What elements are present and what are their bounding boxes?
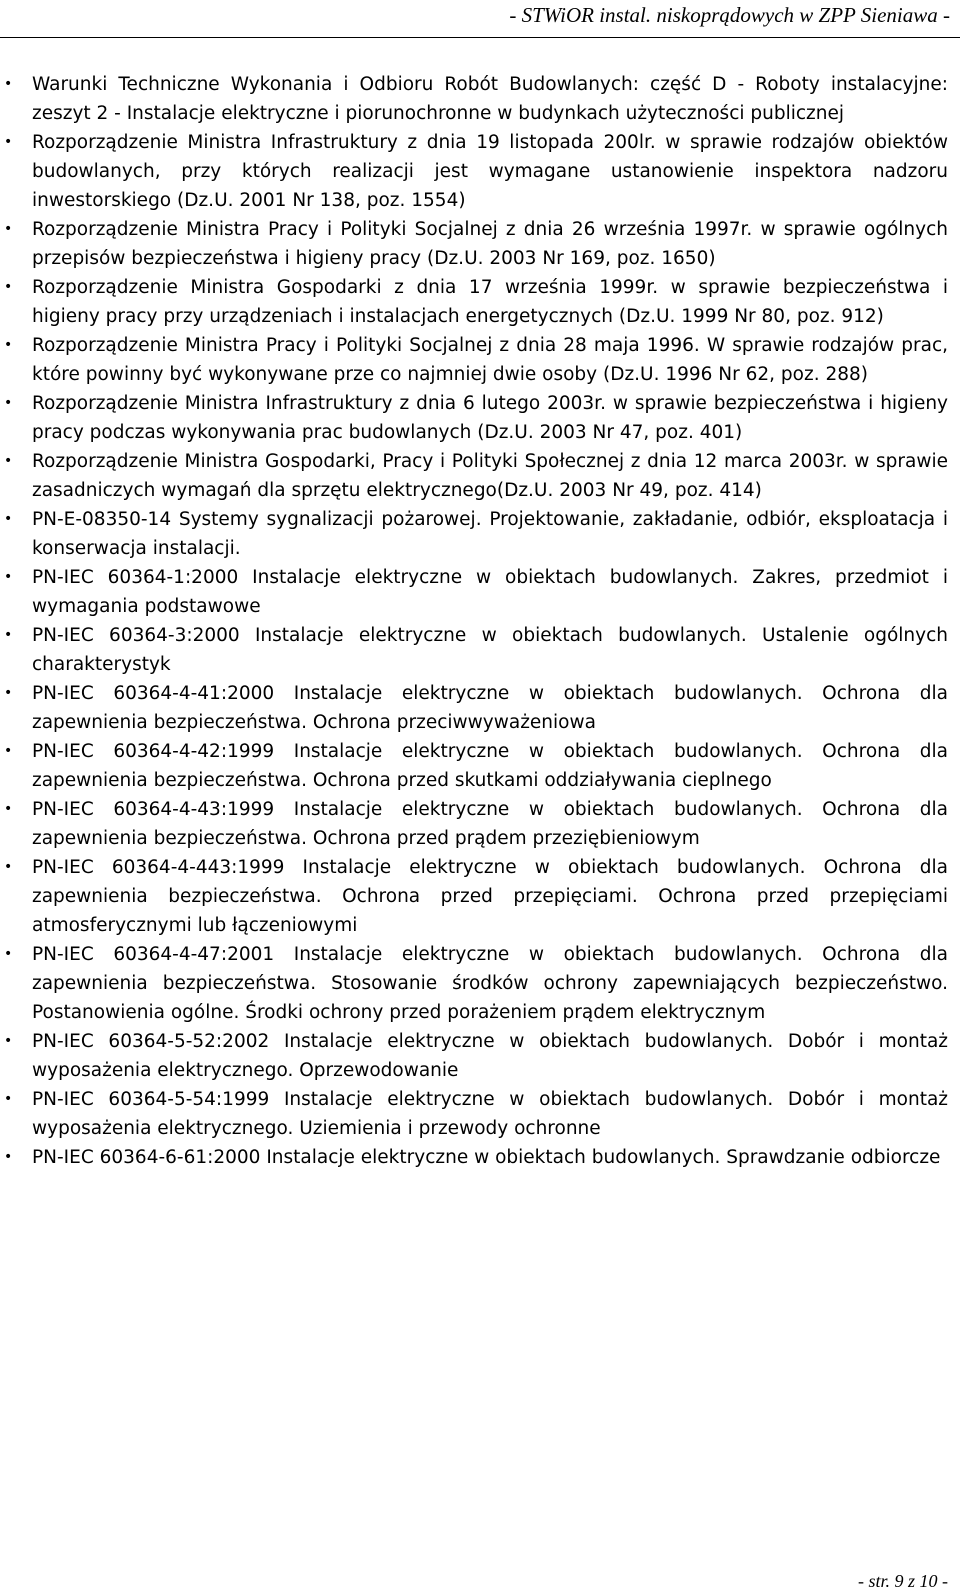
list-item: • Rozporządzenie Ministra Gospodarki z dnia 17 września 1999r. w sprawie bezpieczeństwa i higieny pracy przy urządzeniach i instalacjach energetycznych (Dz.U. 1999 Nr 80, poz. 912) (0, 273, 948, 331)
list-item: • PN-IEC 60364-1:2000 Instalacje elektryczne w obiektach budowlanych. Zakres, przedmiot i wymagania podstawowe (0, 563, 948, 621)
list-item: • Rozporządzenie Ministra Pracy i Polityki Socjalnej z dnia 28 maja 1996. W sprawie rodzajów prac, które powinny być wykonywane prze co najmniej dwie osoby (Dz.U. 1996 Nr 62, poz. 288) (0, 331, 948, 389)
list-item: • PN-IEC 60364-5-52:2002 Instalacje elektryczne w obiektach budowlanych. Dobór i montaż wyposażenia elektrycznego. Oprzewodowanie (0, 1027, 948, 1085)
list-item: • Rozporządzenie Ministra Infrastruktury z dnia 19 listopada 200lr. w sprawie rodzajów obiektów budowlanych, przy których realizacji jest wymagane ustanowienie inspektora nadzoru inwestorskiego (Dz.U. 2001 Nr 138, poz. 1554) (0, 128, 948, 215)
page-number: - str. 9 z 10 - (857, 1571, 948, 1591)
list-item: • PN-IEC 60364-4-443:1999 Instalacje elektryczne w obiektach budowlanych. Ochrona dla zapewnienia bezpieczeństwa. Ochrona przed przepięciami. Ochrona przed przepięciami atmosferycznymi lub łączeniowymi (0, 853, 948, 940)
list-item: • PN-IEC 60364-5-54:1999 Instalacje elektryczne w obiektach budowlanych. Dobór i montaż wyposażenia elektrycznego. Uziemienia i przewody ochronne (0, 1085, 948, 1143)
list-item: • PN-E-08350-14 Systemy sygnalizacji pożarowej. Projektowanie, zakładanie, odbiór, eksploatacja i konserwacja instalacji. (0, 505, 948, 563)
header-divider (0, 37, 960, 38)
list-item: • PN-IEC 60364-4-43:1999 Instalacje elektryczne w obiektach budowlanych. Ochrona dla zapewnienia bezpieczeństwa. Ochrona przed prądem przeziębieniowym (0, 795, 948, 853)
list-item: • PN-IEC 60364-4-47:2001 Instalacje elektryczne w obiektach budowlanych. Ochrona dla zapewnienia bezpieczeństwa. Stosowanie środków ochrony zapewniających bezpieczeństwo. Postanowienia ogólne. Środki ochrony przed porażeniem prądem elektrycznym (0, 940, 948, 1027)
list-item: • PN-IEC 60364-4-41:2000 Instalacje elektryczne w obiektach budowlanych. Ochrona dla zapewnienia bezpieczeństwa. Ochrona przeciwwyważeniowa (0, 679, 948, 737)
list-item: • Warunki Techniczne Wykonania i Odbioru Robót Budowlanych: część D - Roboty instalacyjne: zeszyt 2 - Instalacje elektryczne i piorunochronne w budynkach użyteczności publicznej (0, 70, 948, 128)
list-item: • Rozporządzenie Ministra Infrastruktury z dnia 6 lutego 2003r. w sprawie bezpieczeństwa i higieny pracy podczas wykonywania prac budowlanych (Dz.U. 2003 Nr 47, poz. 401) (0, 389, 948, 447)
list-item: • Rozporządzenie Ministra Gospodarki, Pracy i Polityki Społecznej z dnia 12 marca 2003r. w sprawie zasadniczych wymagań dla sprzętu elektrycznego(Dz.U. 2003 Nr 49, poz. 414) (0, 447, 948, 505)
list-item: • PN-IEC 60364-6-61:2000 Instalacje elektryczne w obiektach budowlanych. Sprawdzanie odbiorcze (0, 1143, 948, 1172)
page-header: - STWiOR instal. niskoprądowych w ZPP Sieniawa - (509, 3, 950, 27)
list-item: • PN-IEC 60364-3:2000 Instalacje elektryczne w obiektach budowlanych. Ustalenie ogólnych charakterystyk (0, 621, 948, 679)
list-item: • PN-IEC 60364-4-42:1999 Instalacje elektryczne w obiektach budowlanych. Ochrona dla zapewnienia bezpieczeństwa. Ochrona przed skutkami oddziaływania cieplnego (0, 737, 948, 795)
list-item: • Rozporządzenie Ministra Pracy i Polityki Socjalnej z dnia 26 września 1997r. w sprawie ogólnych przepisów bezpieczeństwa i higieny pracy (Dz.U. 2003 Nr 169, poz. 1650) (0, 215, 948, 273)
standards-list (0, 70, 948, 1172)
